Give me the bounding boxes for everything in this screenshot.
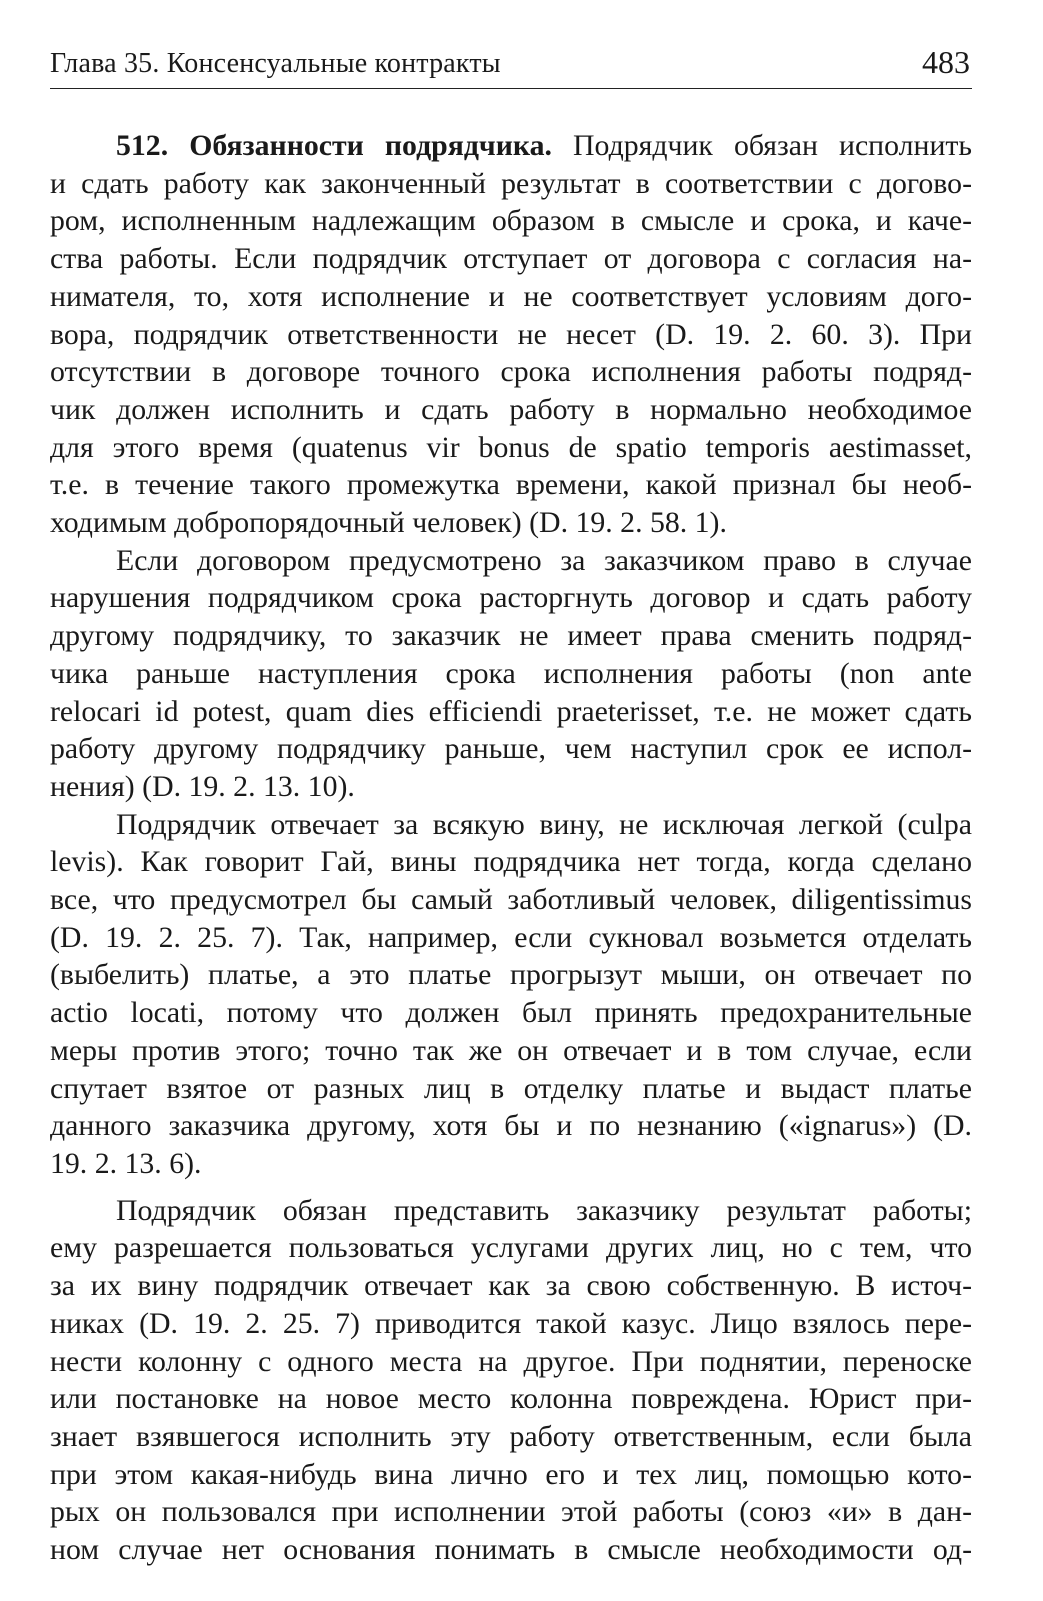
text-line: отсутствии в договоре точного срока исполнения работы подряд-: [50, 355, 972, 389]
text-line: работу другому подрядчику раньше, чем наступил срок ее испол-: [50, 732, 972, 766]
text-line: или постановке на новое место колонна повреждена. Юрист при-: [50, 1382, 972, 1416]
text-line: никах (D. 19. 2. 25. 7) приводится такой казус. Лицо взялось пере-: [50, 1306, 972, 1340]
text-line: ром, исполненным надлежащим образом в смысле и срока, и каче-: [50, 204, 972, 238]
text-line: данного заказчика другому, хотя бы и по незнанию («ignarus») (D.: [50, 1109, 972, 1143]
text-line: Подрядчик отвечает за всякую вину, не исключая легкой (culpa: [116, 807, 972, 841]
text-line: нарушения подрядчиком срока расторгнуть договор и сдать работу: [50, 581, 972, 615]
text-line: ходимым добропорядочный человек) (D. 19. 2. 58. 1).: [50, 506, 727, 540]
text-line: ства работы. Если подрядчик отступает от договора с согласия на-: [50, 242, 972, 276]
text-line: нимателя, то, хотя исполнение и не соответствует условиям дого-: [50, 279, 972, 313]
text-line: (выбелить) платье, а это платье прогрызут мыши, он отвечает по: [50, 958, 972, 992]
paragraph: [50, 1192, 972, 1569]
text-line: 512. Обязанности подрядчика. Подрядчик обязан исполнить: [116, 129, 972, 162]
text-line: знает взявшегося исполнить эту работу ответственным, если была: [50, 1419, 972, 1453]
text-line: вора, подрядчик ответственности не несет (D. 19. 2. 60. 3). При: [50, 317, 972, 351]
text-line: меры против этого; точно так же он отвечает и в том случае, если: [50, 1033, 972, 1067]
text-line: relocari id potest, quam dies efficiendi praeterisset, т.е. не может сдать: [50, 694, 972, 728]
text-line: (D. 19. 2. 25. 7). Так, например, если сукновал возьмется отделать: [50, 920, 972, 954]
body-text: [50, 127, 972, 1569]
text-line: Если договором предусмотрено за заказчиком право в случае: [116, 543, 972, 577]
text-line: чика раньше наступления срока исполнения работы (non ante: [50, 656, 972, 690]
text-line: т.е. в течение такого промежутка времени, какой признал бы необ-: [50, 468, 972, 502]
paragraph: [50, 127, 972, 542]
text-line: levis). Как говорит Гай, вины подрядчика нет тогда, когда сделано: [50, 845, 972, 879]
text-line: actio locati, потому что должен был принять предохранительные: [50, 996, 972, 1030]
text-line: ном случае нет основания понимать в смысле необходимости од-: [50, 1533, 972, 1567]
text-line: при этом какая-нибудь вина лично его и тех лиц, помощью кото-: [50, 1457, 972, 1491]
text-line: нения) (D. 19. 2. 13. 10).: [50, 769, 355, 803]
page-number: 483: [922, 44, 970, 80]
text-line: 19. 2. 13. 6).: [50, 1146, 202, 1180]
text-line: нести колонну с одного места на другое. При поднятии, переноске: [50, 1344, 972, 1378]
section-heading: 512. Обязанности подрядчика.: [116, 129, 552, 162]
text-line: чик должен исполнить и сдать работу в нормально необходимое: [50, 392, 972, 426]
text-line: Подрядчик обязан представить заказчику результат работы;: [116, 1193, 972, 1227]
text-line: ему разрешается пользоваться услугами других лиц, но с тем, что: [50, 1231, 972, 1265]
text-line: спутает взятое от разных лиц в отделку платье и выдаст платье: [50, 1071, 972, 1105]
text-line: другому подрядчику, то заказчик не имеет права сменить подряд-: [50, 619, 972, 653]
paragraph: [50, 542, 972, 806]
text-line: за их вину подрядчик отвечает как за свою собственную. В источ-: [50, 1269, 972, 1303]
text-line: и сдать работу как законченный результат в соответствии с догово-: [50, 166, 972, 200]
paragraph: [50, 806, 972, 1183]
chapter-title: Глава 35. Консенсуальные контракты: [50, 48, 501, 79]
running-head: [50, 44, 972, 89]
text-line: рых он пользовался при исполнении этой работы (союз «и» в дан-: [50, 1495, 972, 1529]
text-line: для этого время (quatenus vir bonus de spatio temporis aestimasset,: [50, 430, 972, 464]
text-line: все, что предусмотрел бы самый заботливый человек, diligentissimus: [50, 883, 972, 917]
